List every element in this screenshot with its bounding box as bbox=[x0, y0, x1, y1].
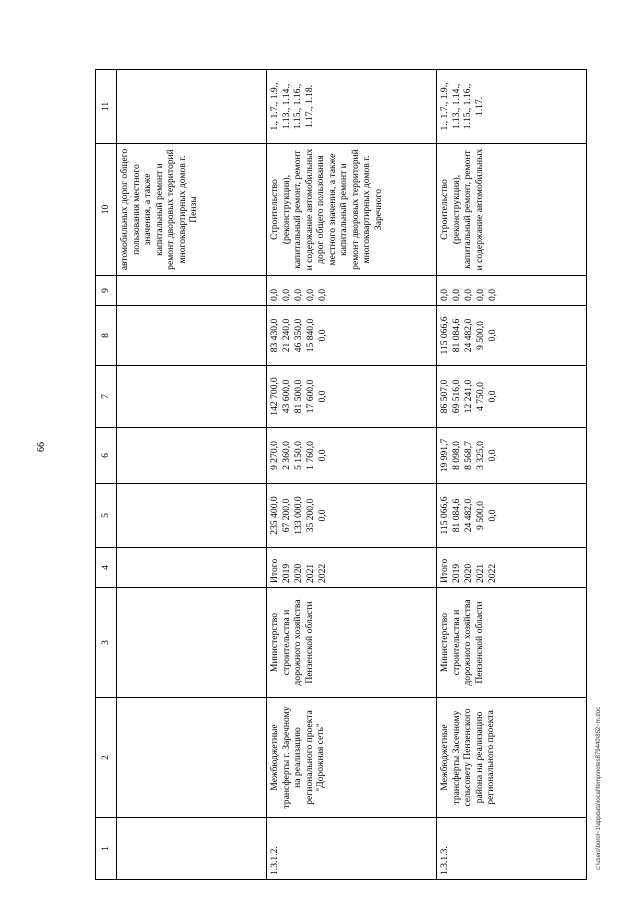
executor: Министерство строительства и дорожного хозяйства Пензенской области bbox=[437, 588, 587, 698]
col-header-7: 7 bbox=[96, 366, 117, 428]
result-cell: Строительство (реконструкция), капитальный ремонт, ремонт и содержание автомобильных bbox=[437, 144, 587, 276]
col-header-11: 11 bbox=[96, 70, 117, 144]
col8-cell: 115 066,6 81 084,6 24 482,0 9 500,0 0,0 bbox=[437, 306, 587, 366]
col-header-2: 2 bbox=[96, 698, 117, 818]
footer-file-path: c:\users\borol~1\appdata\local\temp\notes879440\852~m.doc bbox=[596, 706, 602, 870]
result-cell: Строительство (реконструкция), капитальный ремонт, ремонт и содержание автомобильных дорог общего пользования местного значения, а также капитальный ремонт и ремонт дворовых территорий многоквартирных домов г. Заречного bbox=[267, 144, 437, 276]
col6-cell: 9 270,0 2 360,0 5 150,0 1 760,0 0,0 bbox=[267, 428, 437, 484]
col-header-8: 8 bbox=[96, 306, 117, 366]
col-header-10: 10 bbox=[96, 144, 117, 276]
years-cell: Итого 2019 2020 2021 2022 bbox=[437, 548, 587, 588]
years-cell: Итого 2019 2020 2021 2022 bbox=[267, 548, 437, 588]
col9-cell: 0,0 0,0 0,0 0,0 0,0 bbox=[267, 276, 437, 306]
col8-cell: 83 430,0 21 240,0 46 350,0 15 840,0 0,0 bbox=[267, 306, 437, 366]
budget-table bbox=[95, 69, 587, 880]
total-cell: 115 066,6 81 084,6 24 482,0 9 500,0 0,0 bbox=[437, 484, 587, 548]
row-number: 1.3.1.3. bbox=[437, 818, 587, 880]
continued-row bbox=[117, 70, 267, 880]
continued-result-cell: автомобильных дорог общего пользования местного значения, а также капитальный ремонт и ремонт дворовых территорий многоквартирных домов г. Пензы bbox=[117, 144, 267, 276]
indicators-cell: 1., 1.7., 1.9., 1.13., 1.14., 1.15., 1.16., 1.17., 1.18. bbox=[267, 70, 437, 144]
col6-cell: 19 991,7 8 098,0 8 568,7 3 325,0 0,0 bbox=[437, 428, 587, 484]
col9-cell: 0,0 0,0 0,0 0,0 0,0 bbox=[437, 276, 587, 306]
executor: Министерство строительства и дорожного хозяйства Пензенской области bbox=[267, 588, 437, 698]
col7-cell: 142 700,0 43 600,0 81 500,0 17 600,0 0,0 bbox=[267, 366, 437, 428]
column-number-row bbox=[96, 70, 117, 880]
table-row bbox=[437, 70, 587, 880]
total-cell: 235 400,0 67 200,0 133 000,0 35 200,0 0,0 bbox=[267, 484, 437, 548]
col-header-4: 4 bbox=[96, 548, 117, 588]
row-number: 1.3.1.2. bbox=[267, 818, 437, 880]
page-number: 66 bbox=[36, 442, 47, 452]
table-row bbox=[267, 70, 437, 880]
col-header-3: 3 bbox=[96, 588, 117, 698]
event-name: Межбюджетные трансферты Засечному сельсовету Пензенского района на реализацию регионального проекта bbox=[437, 698, 587, 818]
event-name: Межбюджетные трансферты г. Заречному на реализацию регионального проекта "Дорожная сеть" bbox=[267, 698, 437, 818]
indicators-cell: 1., 1.7., 1.9., 1.13., 1.14., 1.15., 1.16., 1.17. bbox=[437, 70, 587, 144]
col7-cell: 86 507,0 69 516,0 12 241,0 4 750,0 0,0 bbox=[437, 366, 587, 428]
col-header-5: 5 bbox=[96, 484, 117, 548]
col-header-1: 1 bbox=[96, 818, 117, 880]
col-header-6: 6 bbox=[96, 428, 117, 484]
budget-table-sheet bbox=[95, 70, 585, 880]
col-header-9: 9 bbox=[96, 276, 117, 306]
